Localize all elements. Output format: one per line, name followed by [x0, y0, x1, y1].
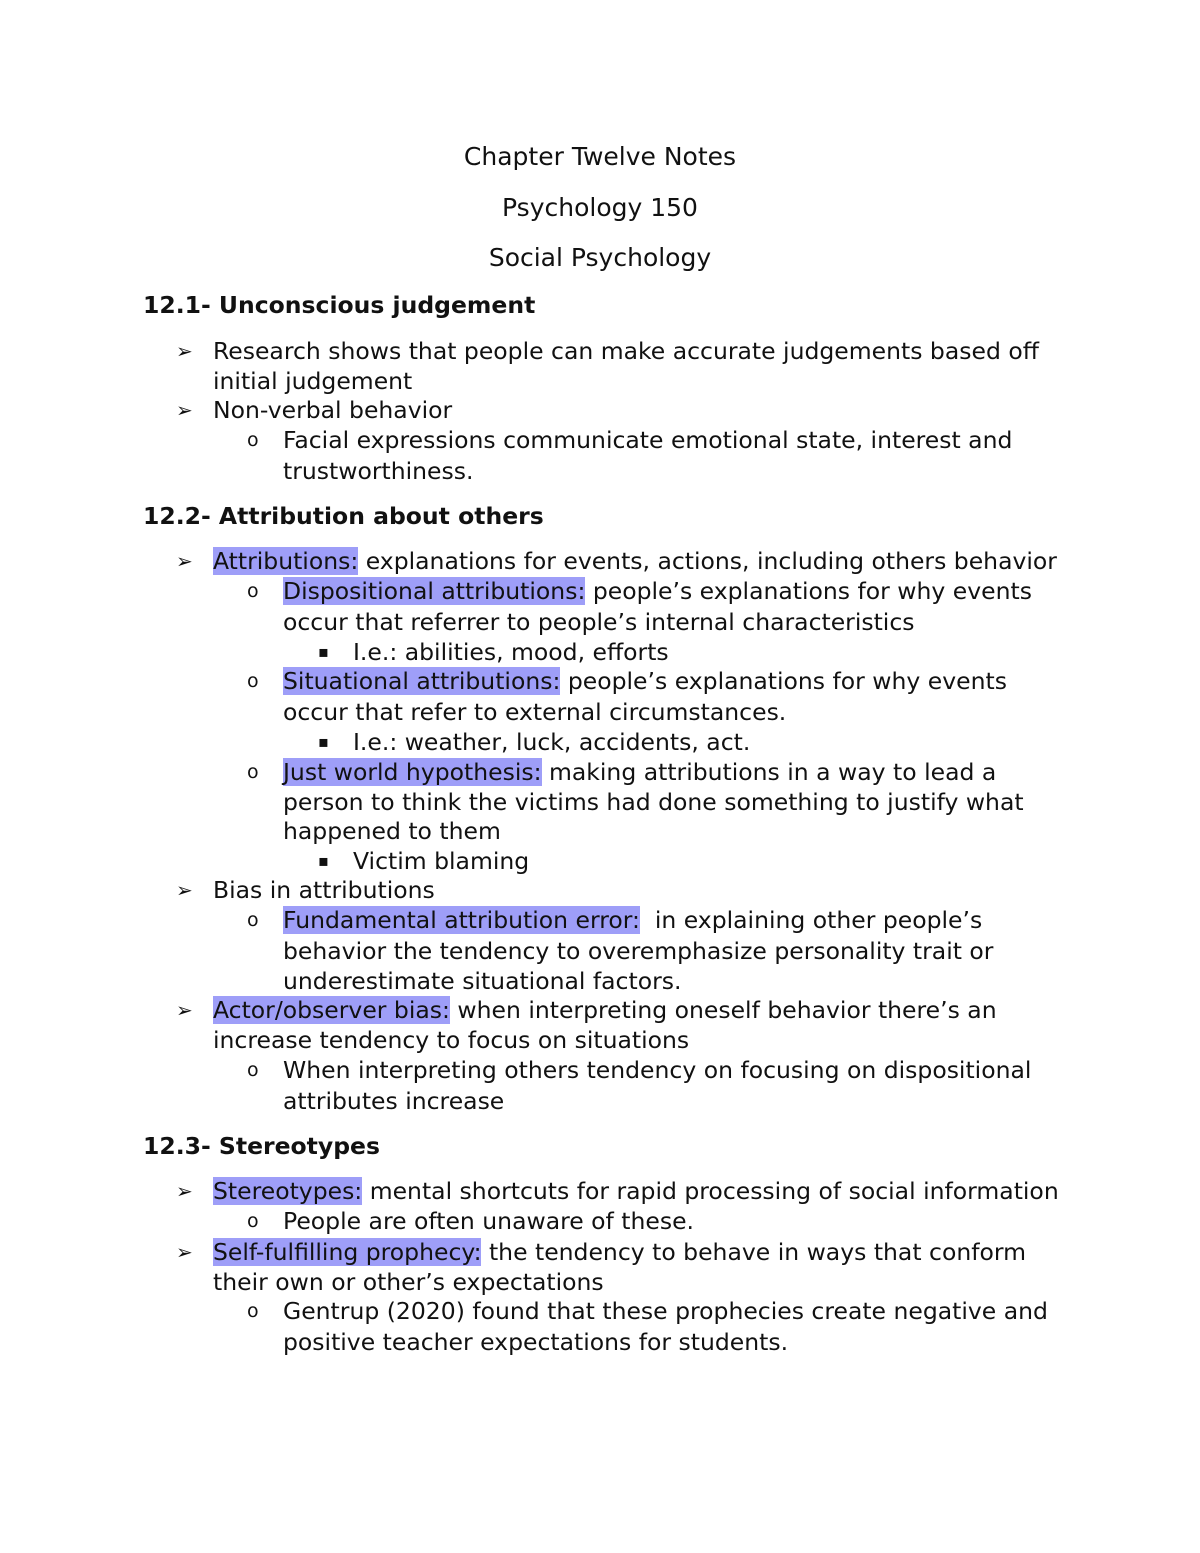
highlighted-term: Dispositional attributions:	[283, 577, 586, 605]
highlighted-term: Self-fulfilling prophecy:	[213, 1238, 482, 1266]
section-heading-12-3: 12.3- Stereotypes	[143, 1132, 380, 1160]
square-bullet-icon: ▪	[318, 642, 329, 661]
arrow-bullet-icon: ➢	[176, 398, 193, 422]
list-item	[213, 1237, 1026, 1267]
circle-bullet-icon: o	[247, 761, 259, 783]
definition: explanations for events, actions, including others behavior	[358, 547, 1057, 575]
arrow-bullet-icon: ➢	[176, 998, 193, 1022]
highlighted-term: Actor/observer bias:	[213, 996, 450, 1024]
list-item	[213, 995, 997, 1025]
sub-list-item-continuation: occur that refer to external circumstances.	[283, 698, 787, 726]
highlighted-term: Fundamental attribution error:	[283, 906, 640, 934]
sub-list-item-continuation: happened to them	[283, 817, 501, 845]
list-item	[213, 1176, 1059, 1206]
topic-title: Social Psychology	[488, 243, 712, 272]
circle-bullet-icon: o	[247, 429, 259, 451]
list-item: Non-verbal behavior	[213, 396, 453, 424]
course-title: Psychology 150	[502, 193, 698, 222]
section-heading-12-1: 12.1- Unconscious judgement	[143, 291, 536, 319]
sub-list-item: When interpreting others tendency on focusing on dispositional	[283, 1056, 1032, 1084]
sub-list-item	[283, 576, 1032, 606]
arrow-bullet-icon: ➢	[176, 1179, 193, 1203]
highlighted-term: Just world hypothesis:	[283, 758, 542, 786]
circle-bullet-icon: o	[247, 909, 259, 931]
example-item: Victim blaming	[353, 847, 530, 875]
circle-bullet-icon: o	[247, 670, 259, 692]
arrow-bullet-icon: ➢	[176, 339, 193, 363]
circle-bullet-icon: o	[247, 1210, 259, 1232]
arrow-bullet-icon: ➢	[176, 878, 193, 902]
sub-list-item-continuation: behavior the tendency to overemphasize personality trait or	[283, 937, 994, 965]
highlighted-term: Stereotypes:	[213, 1177, 363, 1205]
definition: people’s explanations for why events	[585, 577, 1032, 605]
sub-list-item: Facial expressions communicate emotional state, interest and	[283, 426, 1013, 454]
definition: making attributions in a way to lead a	[541, 758, 997, 786]
section-heading-12-2: 12.2- Attribution about others	[143, 502, 544, 530]
definition: when interpreting oneself behavior there’s an	[449, 996, 997, 1024]
list-item	[213, 546, 1057, 576]
highlighted-term: Attributions:	[213, 547, 359, 575]
example-item: I.e.: weather, luck, accidents, act.	[353, 728, 751, 756]
definition: the tendency to behave in ways that conform	[481, 1238, 1027, 1266]
sub-list-item-continuation: underestimate situational factors.	[283, 967, 682, 995]
sub-list-item	[283, 905, 982, 935]
sub-list-item	[283, 757, 996, 787]
circle-bullet-icon: o	[247, 1300, 259, 1322]
sub-list-item-continuation: attributes increase	[283, 1087, 505, 1115]
circle-bullet-icon: o	[247, 580, 259, 602]
list-item: Bias in attributions	[213, 876, 435, 904]
definition: in explaining other people’s	[639, 906, 983, 934]
square-bullet-icon: ▪	[318, 851, 329, 870]
sub-list-item	[283, 666, 1007, 696]
sub-list-item: People are often unaware of these.	[283, 1207, 695, 1235]
list-item: Research shows that people can make accurate judgements based off	[213, 337, 1039, 365]
sub-list-item: Gentrup (2020) found that these prophecies create negative and	[283, 1297, 1048, 1325]
arrow-bullet-icon: ➢	[176, 549, 193, 573]
circle-bullet-icon: o	[247, 1059, 259, 1081]
definition: mental shortcuts for rapid processing of social information	[362, 1177, 1059, 1205]
sub-list-item-continuation: positive teacher expectations for students.	[283, 1328, 789, 1356]
sub-list-item-continuation: occur that referrer to people’s internal characteristics	[283, 608, 915, 636]
example-item: I.e.: abilities, mood, efforts	[353, 638, 669, 666]
sub-list-item-continuation: person to think the victims had done something to justify what	[283, 788, 1024, 816]
list-item-continuation: increase tendency to focus on situations	[213, 1026, 690, 1054]
doc-title: Chapter Twelve Notes	[463, 142, 737, 171]
sub-list-item-continuation: trustworthiness.	[283, 457, 474, 485]
square-bullet-icon: ▪	[318, 732, 329, 751]
highlighted-term: Situational attributions:	[283, 667, 561, 695]
list-item-continuation: initial judgement	[213, 367, 413, 395]
definition: people’s explanations for why events	[560, 667, 1007, 695]
arrow-bullet-icon: ➢	[176, 1240, 193, 1264]
list-item-continuation: their own or other’s expectations	[213, 1268, 604, 1296]
